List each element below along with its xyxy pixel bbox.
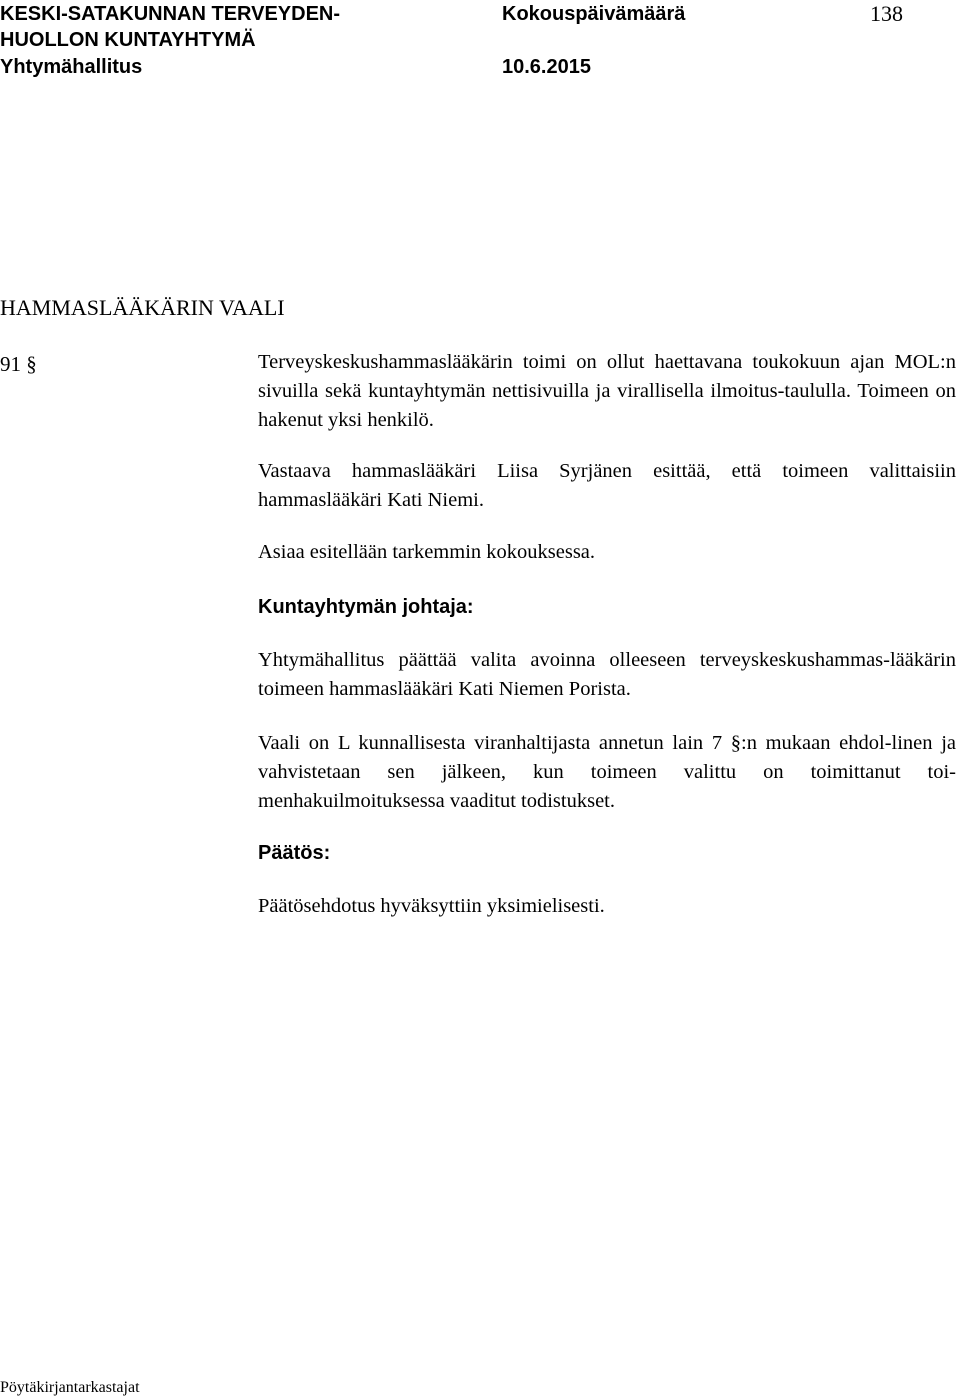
minutes-reviewers-label: Pöytäkirjantarkastajat: [0, 1379, 140, 1396]
org-name-line1: KESKI-SATAKUNNAN TERVEYDEN-: [0, 3, 341, 25]
org-name-line2: HUOLLON KUNTAYHTYMÄ: [0, 29, 256, 51]
proposal-label: Kuntayhtymän johtaja:: [258, 596, 474, 618]
decision-label: Päätös:: [258, 842, 331, 864]
decision-text: Päätösehdotus hyväksyttiin yksimielisesti.: [258, 895, 605, 917]
proposal-paragraph-1: Yhtymähallitus päättää valita avoinna olleeseen terveyskeskushammas-lääkärin toimeen hammaslääkäri Kati Niemen Porista.: [258, 649, 956, 700]
page-number: 138: [870, 1, 903, 26]
section-title: HAMMASLÄÄKÄRIN VAALI: [0, 295, 285, 320]
paragraph-3: Asiaa esitellään tarkemmin kokouksessa.: [258, 541, 596, 563]
section-number: 91 §: [0, 352, 37, 376]
paragraph-1: Terveyskeskushammaslääkärin toimi on ollut haettavana toukokuun ajan MOL:n sivuilla sekä kuntayhtymän nettisivuilla ja virallisella ilmoitus-taululla. Toimeen on hakenut yksi henkilö.: [258, 351, 956, 431]
meeting-date: 10.6.2015: [502, 56, 591, 78]
proposal-paragraph-2: Vaali on L kunnallisesta viranhaltijasta annetun lain 7 §:n mukaan ehdol-linen ja vahvistetaan sen jälkeen, kun toimeen valittu on toimittanut toi-menhakuilmoituksessa vaaditut todistukset.: [258, 732, 956, 812]
meeting-body: Yhtymähallitus: [0, 56, 143, 78]
date-label: Kokouspäivämäärä: [502, 3, 686, 25]
paragraph-2: Vastaava hammaslääkäri Liisa Syrjänen esittää, että toimeen valittaisiin hammaslääkäri Kati Niemi.: [258, 460, 956, 511]
